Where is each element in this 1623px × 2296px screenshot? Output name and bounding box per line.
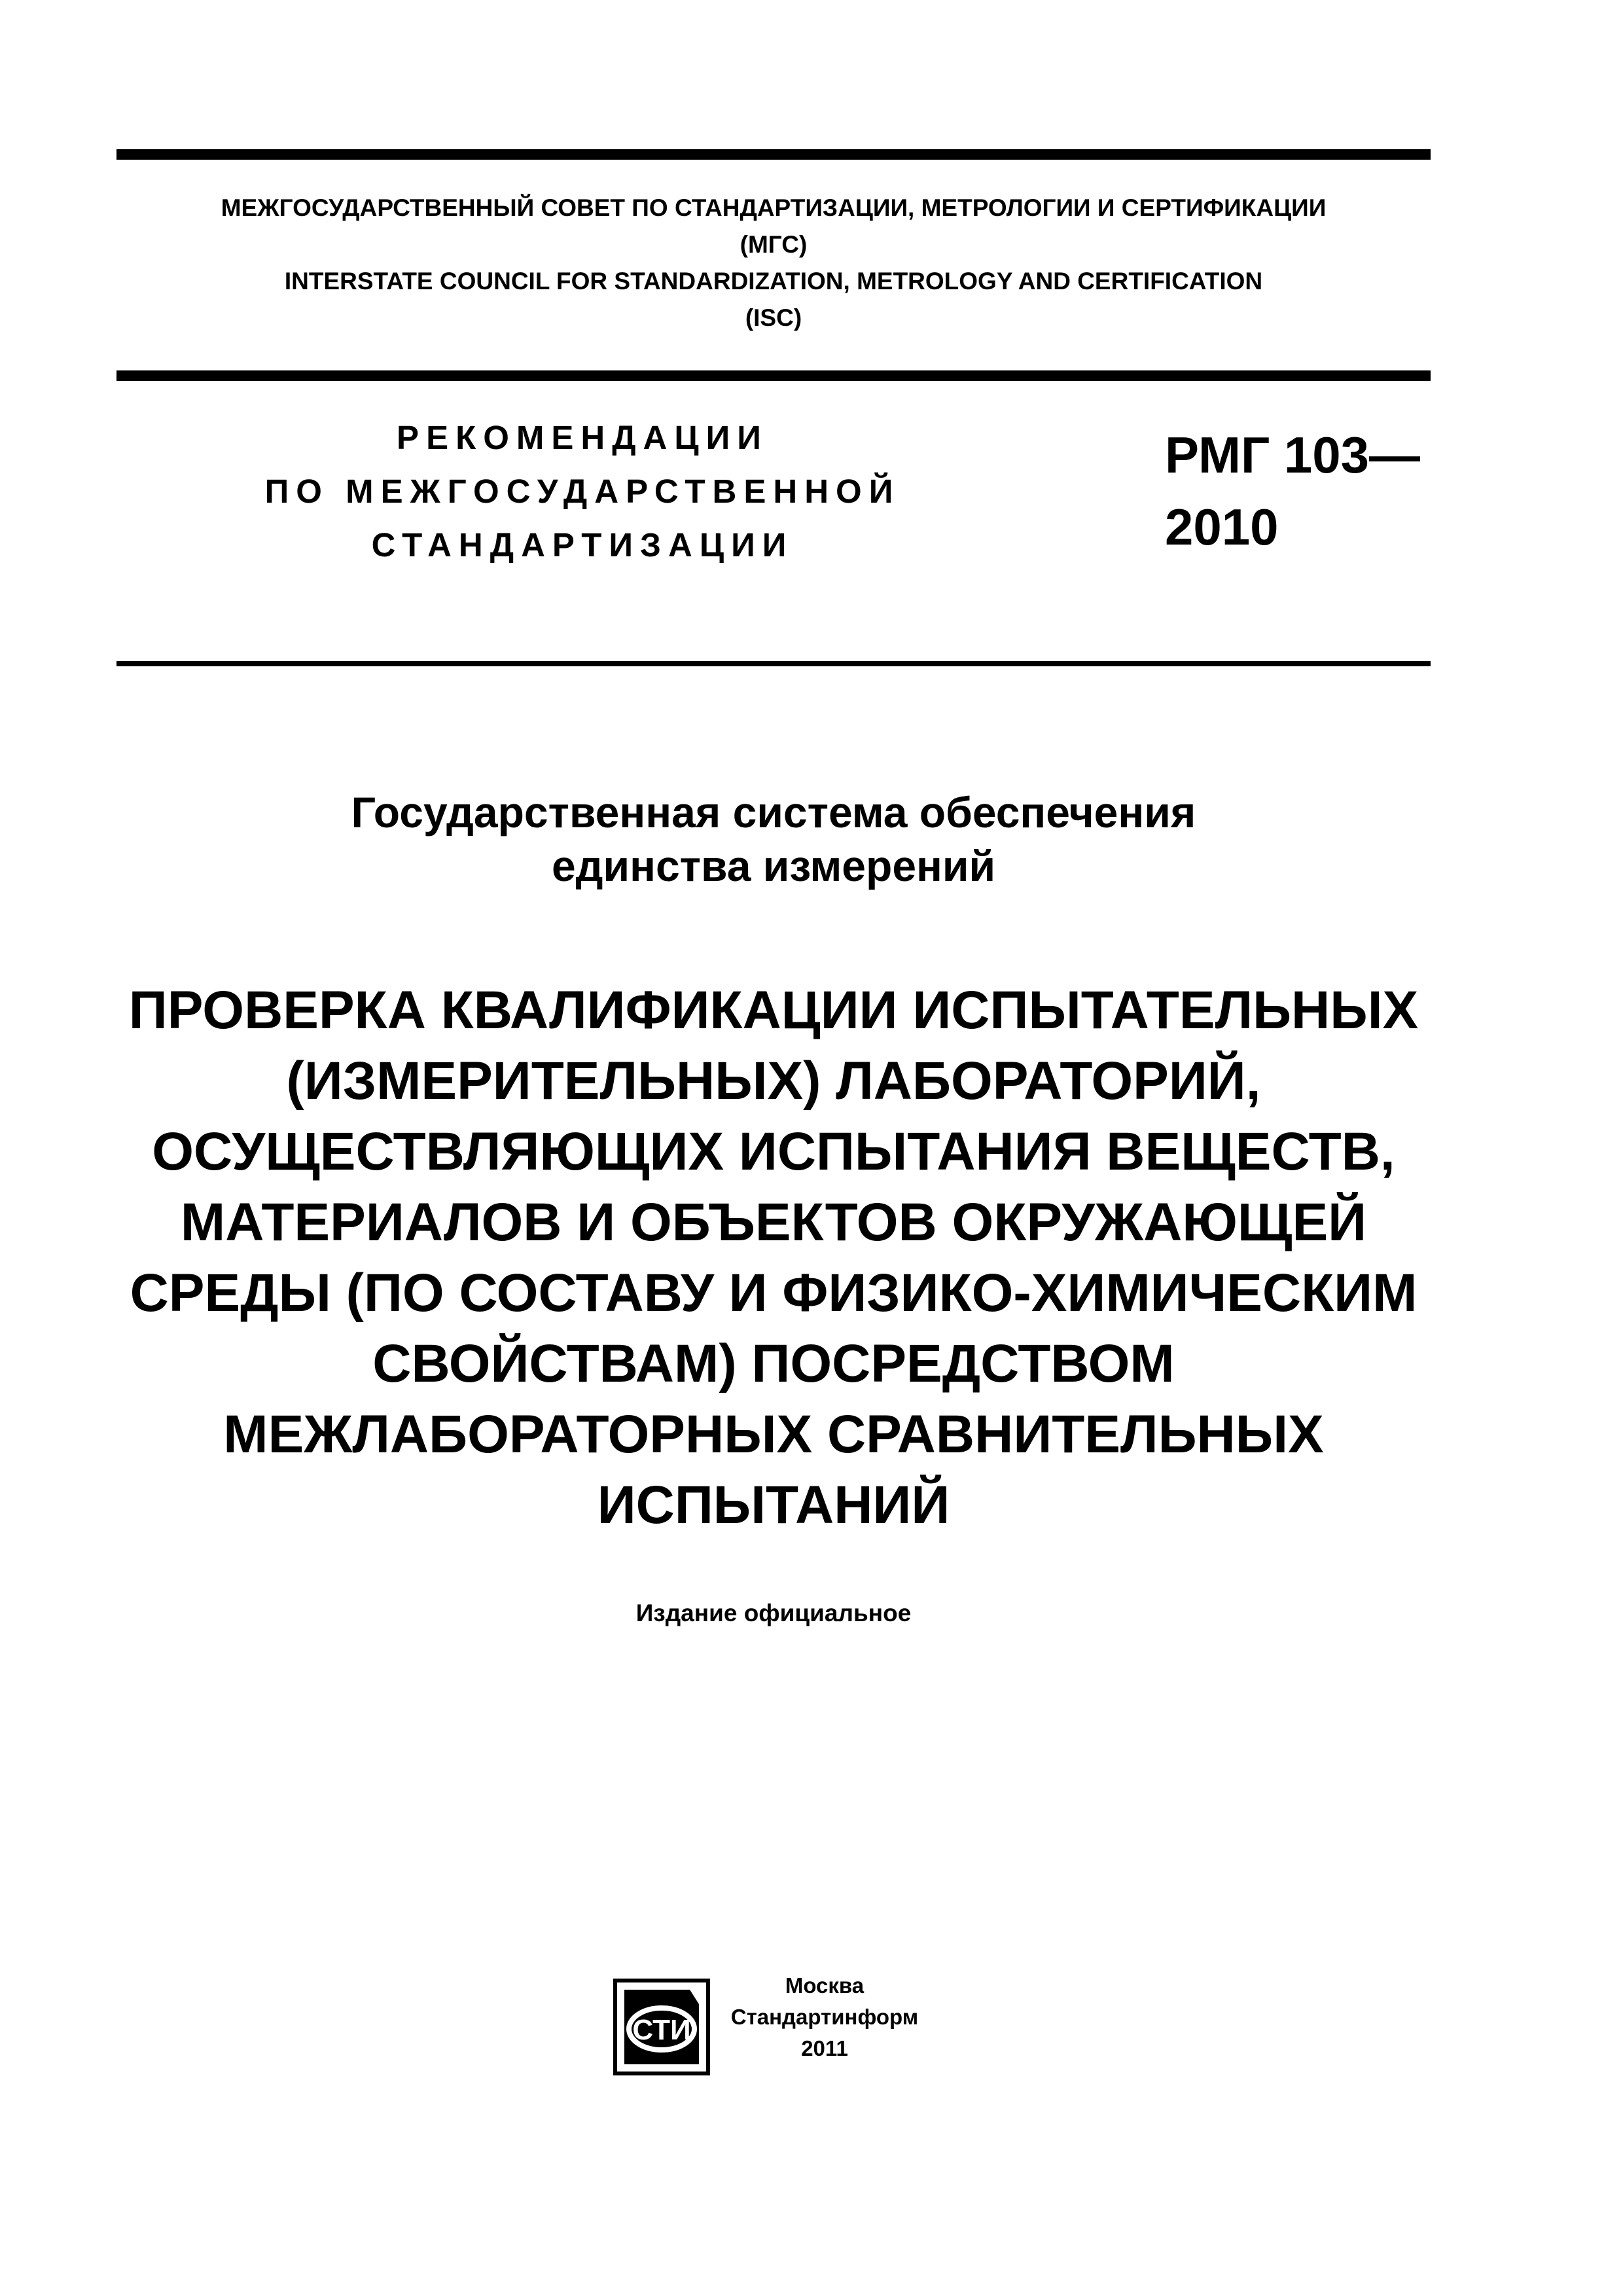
- main-title-line: МЕЖЛАБОРАТОРНЫХ СРАВНИТЕЛЬНЫХ: [223, 1405, 1324, 1464]
- main-title-line: ОСУЩЕСТВЛЯЮЩИХ ИСПЫТАНИЯ ВЕЩЕСТВ,: [152, 1122, 1395, 1181]
- logo-text: СТИ: [632, 2014, 691, 2046]
- main-title-line: ИСПЫТАНИЙ: [597, 1475, 950, 1535]
- recommendation-line-1: РЕКОМЕНДАЦИИ: [397, 419, 768, 456]
- system-title-line-1: Государственная система обеспечения: [351, 788, 1196, 836]
- document-designation: [1165, 419, 1420, 563]
- publisher-year: 2011: [801, 2036, 848, 2060]
- recommendation-line-3: СТАНДАРТИЗАЦИИ: [371, 526, 794, 564]
- standartinform-logo-icon: [613, 1978, 711, 2076]
- recommendation-line-2: ПО МЕЖГОСУДАРСТВЕННОЙ: [264, 473, 901, 510]
- main-title-line: СВОЙСТВАМ) ПОСРЕДСТВОМ: [372, 1334, 1175, 1393]
- main-title-line: СРЕДЫ (ПО СОСТАВУ И ФИЗИКО-ХИМИЧЕСКИМ: [130, 1263, 1418, 1323]
- main-title-line: МАТЕРИАЛОВ И ОБЪЕКТОВ ОКРУЖАЮЩЕЙ: [180, 1193, 1367, 1252]
- council-ru-abbr: (МГС): [740, 231, 808, 258]
- publisher-name: Стандартинформ: [730, 2005, 919, 2029]
- main-title-line: ПРОВЕРКА КВАЛИФИКАЦИИ ИСПЫТАТЕЛЬНЫХ: [128, 980, 1419, 1040]
- council-ru-name: МЕЖГОСУДАРСТВЕННЫЙ СОВЕТ ПО СТАНДАРТИЗАЦИИ, МЕТРОЛОГИИ И СЕРТИФИКАЦИИ: [221, 194, 1327, 221]
- system-title-line-2: единства измерений: [551, 842, 996, 890]
- council-en-abbr: (ISC): [745, 304, 802, 331]
- designation-code: РМГ 103—: [1165, 426, 1420, 484]
- publisher-block: [720, 1970, 929, 2064]
- header-rule: [116, 661, 1431, 666]
- top-rule: [116, 149, 1431, 160]
- recommendation-block: [196, 411, 969, 572]
- designation-year: 2010: [1165, 498, 1279, 556]
- main-title-line: (ИЗМЕРИТЕЛЬНЫХ) ЛАБОРАТОРИЙ,: [286, 1051, 1261, 1111]
- edition-label: Издание официальное: [635, 1600, 912, 1626]
- council-rule: [116, 370, 1431, 381]
- council-en-name: INTERSTATE COUNCIL FOR STANDARDIZATION, METROLOGY AND CERTIFICATION: [284, 268, 1263, 295]
- system-title: [116, 785, 1431, 893]
- council-block: [116, 190, 1431, 336]
- main-title: [98, 975, 1449, 1541]
- publisher-city: Москва: [785, 1973, 865, 1998]
